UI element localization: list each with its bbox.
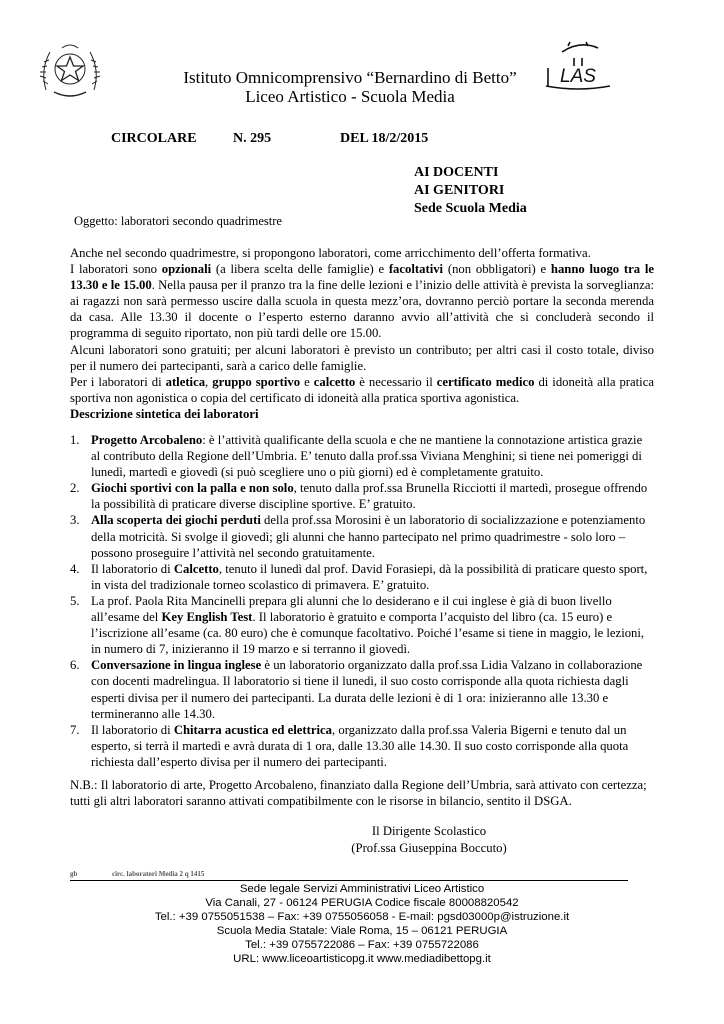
list-item: 3. Alla scoperta dei giochi perduti della prof.ssa Morosini è un laboratorio di socializzazione e potenziamento della motricità. Si svolge il giovedì; gli alunni che hanno partecipato nel primo quadrimestre - solo loro – possono proseguire l’attività nel secondo gratuitamente.	[70, 513, 646, 560]
footer-contacts	[100, 882, 624, 966]
subject-line: Oggetto: laboratori secondo quadrimestre	[74, 214, 282, 228]
footer-line: URL: www.liceoartisticopg.it www.mediadibettopg.it	[233, 953, 491, 965]
institute-subtitle: Liceo Artistico - Scuola Media	[245, 87, 455, 106]
labs-list	[70, 432, 654, 770]
signature-role: Il Dirigente Scolastico	[371, 824, 487, 838]
footer-line: Tel.: +39 0755722086 – Fax: +39 0755722086	[245, 939, 479, 951]
institute-header	[160, 68, 540, 106]
italian-republic-emblem-icon	[36, 40, 104, 102]
las-logo-text: LAS	[560, 66, 596, 87]
nb-note: N.B.: Il laboratorio di arte, Progetto Arcobaleno, finanziato dalla Regione dell’Umbria, sarà attivato con certezza; tutti gli altri laboratori saranno attivati compatibilmente con le risorse in bilancio, sentito il DSGA.	[70, 778, 647, 809]
signature-block	[344, 823, 514, 857]
footer-file-ref: circ. laboratori Media 2 q 1415	[112, 870, 205, 878]
recipient-line: Sede Scuola Media	[414, 201, 527, 216]
list-item: 5. La prof. Paola Rita Mancinelli prepara gli alunni che lo desiderano e il cui inglese è già di buon livello all’esame del Key English Test. Il laboratorio è gratuito e comporta l’acquisto del libro (ca. 15 euro) e l’iscrizione all’esame (ca. 80 euro) che è comunque facoltativo. Poiché l’esame si tiene in maggio, le lezioni, in numero di 7, inizieranno il 19 marzo e si terranno il giovedì.	[70, 593, 645, 657]
recipient-line: AI GENITORI	[414, 183, 505, 198]
list-item: 4. Il laboratorio di Calcetto, tenuto il lunedì dal prof. David Forasiepi, dà la possibilità di praticare questo sport, in vista del tradizionale torneo scolastico di primavera. E’ gratuito.	[70, 561, 648, 592]
signature-name: (Prof.ssa Giuseppina Boccuto)	[351, 841, 507, 855]
footer-initials: gb	[70, 870, 78, 878]
section-title: Descrizione sintetica dei laboratori	[70, 406, 259, 421]
intro-paragraph: Per i laboratori di atletica, gruppo sportivo e calcetto è necessario il certificato medico di idoneità alla pratica sportiva non agonistica o copia del certificato di idoneità alla pratica sportiva agonistica.	[70, 374, 654, 405]
footer-line: Tel.: +39 0755051538 – Fax: +39 0755056058 - E-mail: pgsd03000p@istruzione.it	[154, 911, 570, 923]
footer-divider	[70, 880, 628, 881]
list-item: 6. Conversazione in lingua inglese è un laboratorio organizzato dalla prof.ssa Lidia Valzano in collaborazione con docenti madrelingua. Il laboratorio si tiene il lunedì, il suo costo corrisponde alla quota richiesta dagli esperti divisa per il numero dei partecipanti. La durata delle lezioni è di 1 ora: inizieranno alle 13.30 e termineranno alle 14.30.	[70, 658, 643, 721]
intro-paragraph: Alcuni laboratori sono gratuiti; per alcuni laboratori è previsto un contributo; per altri casi il costo totale, diviso per il numero dei partecipanti, sarà a carico delle famiglie.	[70, 342, 654, 373]
las-logo-icon	[540, 38, 616, 94]
intro-paragraph: Anche nel secondo quadrimestre, si propongono laboratori, come arricchimento dell’offerta formativa.	[70, 246, 591, 260]
list-item: 2. Giochi sportivi con la palla e non solo, tenuto dalla prof.ssa Brunella Ricciotti il martedì, prosegue offrendo la possibilità di praticare diverse discipline sportive. E’ gratuito.	[70, 481, 648, 512]
recipient-line: AI DOCENTI	[414, 165, 499, 180]
footer-line: Scuola Media Statale: Viale Roma, 15 – 06121 PERUGIA	[216, 925, 508, 937]
footer-line: Via Canali, 27 - 06124 PERUGIA Codice fiscale 80008820542	[205, 897, 519, 909]
footer-line: Sede legale Servizi Amministrativi Liceo Artistico	[239, 883, 485, 895]
list-item: 1. Progetto Arcobaleno: è l’attività qualificante della scuola e che ne mantiene la connotazione artistica grazie al contributo della Regione dell’Umbria. E’ tenuto dalla prof.ssa Viviana Menghini; si tiene nei pomeriggi di lunedì, martedì e giovedì (si può scegliere uno o più giorni) ed è completamente gratuito.	[70, 433, 643, 480]
list-item: 7. Il laboratorio di Chitarra acustica ed elettrica, organizzato dalla prof.ssa Valeria Bigerni e tenuto dal un esperto, si terrà il martedì e avrà durata di 1 ora, dalle 13.30 alle 14.30. Il suo costo corrisponde alla quota richiesta dall’esperto divisa per il numero dei partecipanti.	[70, 722, 629, 769]
intro-paragraph: I laboratori sono opzionali (a libera scelta delle famiglie) e facoltativi (non obbligatori) e hanno luogo tra le 13.30 e le 15.00. Nella pausa per il pranzo tra la fine delle lezioni e l’inizio delle attività è prevista la sorveglianza: ai ragazzi non sarà permesso uscire dalla scuola in questa mezz’ora, dovranno perciò portare la seconda merenda da casa. Alle 13.30 il docente o l’esperto esterno daranno avvio all’attività che si concluderà secondo il programma di seguito riportato, non più tardi delle ore 15.00.	[70, 262, 654, 341]
circular-number: N. 295	[233, 131, 272, 146]
intro-body	[70, 245, 654, 422]
circular-label: CIRCOLARE	[111, 131, 197, 146]
circular-date: DEL 18/2/2015	[340, 131, 429, 146]
recipients-block	[414, 164, 527, 218]
institute-name: Istituto Omnicomprensivo “Bernardino di Betto”	[183, 68, 517, 87]
